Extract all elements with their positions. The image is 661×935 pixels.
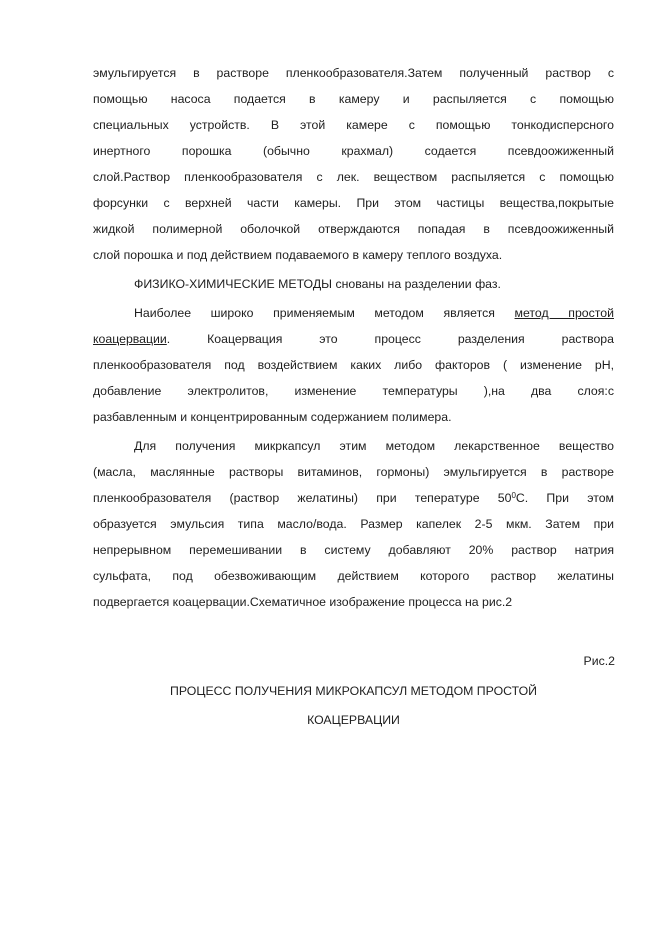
- paragraph-line: слой.Раствор пленкообразователя с лек. веществом распыляется с помощью: [93, 170, 614, 184]
- paragraph-line: помощью насоса подается в камеру и распыляется с помощью: [93, 92, 614, 106]
- paragraph-line: образуется эмульсия типа масло/вода. Размер капелек 2-5 мкм. Затем при: [93, 517, 614, 531]
- section-heading-line: ФИЗИКО-ХИМИЧЕСКИЕ МЕТОДЫ снованы на разделении фаз.: [134, 277, 501, 291]
- paragraph-line: добавление электролитов, изменение температуры ),на два слоя:с: [93, 384, 614, 398]
- paragraph-line: эмульгируется в растворе пленкообразователя.Затем полученный раствор с: [93, 66, 614, 80]
- paragraph-line: слой порошка и под действием подаваемого в камеру теплого воздуха.: [93, 248, 503, 262]
- paragraph-line: инертного порошка (обычно крахмал) содается псевдоожиженный: [93, 144, 614, 158]
- paragraph-line: [134, 304, 614, 322]
- method-link[interactable]: коацервации: [93, 332, 167, 346]
- paragraph-line: [93, 489, 614, 507]
- paragraph-line: [93, 330, 614, 348]
- paragraph-text: Наиболее широко применяемым методом является: [134, 306, 515, 320]
- paragraph-text: пленкообразователя (раствор желатины) при тепературе 50: [93, 491, 512, 505]
- paragraph-line: непрерывном перемешивании в систему добавляют 20% раствор натрия: [93, 543, 614, 557]
- paragraph-line: (масла, маслянные растворы витаминов, гормоны) эмульгируется в растворе: [93, 465, 614, 479]
- paragraph-line: пленкообразователя под воздействием каких либо факторов ( изменение pH,: [93, 358, 614, 372]
- figure-label: Рис.2: [583, 654, 615, 668]
- paragraph-line: сульфата, под обезвоживающим действием которого раствор желатины: [93, 569, 614, 583]
- paragraph-line: подвергается коацервации.Схематичное изображение процесса на рис.2: [93, 595, 513, 609]
- paragraph-line: форсунки с верхней части камеры. При этом частицы вещества,покрытые: [93, 196, 614, 210]
- superscript: 0: [511, 491, 516, 500]
- method-link[interactable]: метод простой: [514, 306, 614, 320]
- paragraph-line: жидкой полимерной оболочкой отверждаются попадая в псевдоожиженный: [93, 222, 614, 236]
- paragraph-text: . Коацервация это процесс разделения раствора: [166, 332, 614, 346]
- paragraph-text: С. При этом: [515, 491, 614, 505]
- paragraph-line: специальных устройств. В этой камере с помощью тонкодисперсного: [93, 118, 614, 132]
- paragraph-line: Для получения микркапсул этим методом лекарственное вещество: [134, 439, 614, 453]
- figure-title: КОАЦЕРВАЦИИ: [307, 713, 400, 727]
- paragraph-line: разбавленным и концентрированным содержанием полимера.: [93, 410, 452, 424]
- figure-title: ПРОЦЕСС ПОЛУЧЕНИЯ МИКРОКАПСУЛ МЕТОДОМ ПРОСТОЙ: [170, 684, 537, 698]
